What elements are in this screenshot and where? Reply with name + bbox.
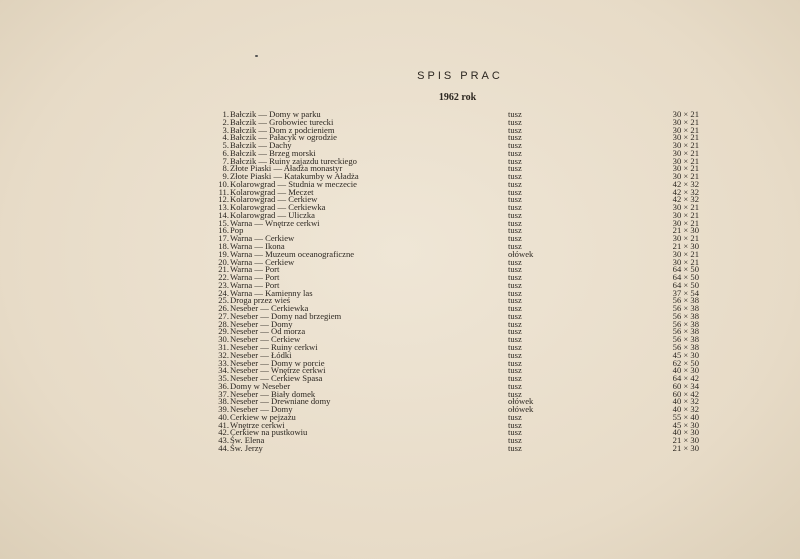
work-technique: tusz bbox=[508, 303, 522, 314]
work-title: Warna — Kamienny las bbox=[230, 287, 313, 298]
work-title: Bałczik — Dom z podcieniem bbox=[230, 124, 335, 135]
list-item bbox=[210, 413, 710, 421]
work-technique: tusz bbox=[508, 194, 522, 205]
work-number: 30. bbox=[218, 334, 229, 345]
work-size: 40 × 32 bbox=[672, 404, 699, 415]
work-number: 20. bbox=[218, 256, 229, 267]
work-number: 31. bbox=[218, 341, 229, 352]
work-title: Bałczik — Domy w parku bbox=[230, 109, 321, 119]
work-title: Neseber — Wnętrze cerkwi bbox=[230, 365, 326, 376]
work-number: 21. bbox=[218, 264, 229, 275]
work-technique: tusz bbox=[508, 241, 522, 252]
work-size: 30 × 21 bbox=[672, 256, 699, 267]
work-title: Warna — Ikona bbox=[230, 241, 285, 252]
work-size: 56 × 38 bbox=[672, 334, 699, 345]
work-size: 30 × 21 bbox=[672, 171, 699, 182]
work-title: Św. Jerzy bbox=[230, 442, 263, 453]
work-technique: tusz bbox=[508, 435, 522, 446]
work-number: 18. bbox=[218, 241, 229, 252]
work-number: 41. bbox=[218, 419, 229, 430]
work-size: 64 × 50 bbox=[672, 279, 699, 290]
work-size: 42 × 32 bbox=[672, 178, 699, 189]
work-size: 56 × 38 bbox=[672, 318, 699, 329]
work-title: Bałczik — Dachy bbox=[230, 140, 292, 151]
work-title: Neseber — Od morza bbox=[230, 326, 306, 337]
work-title: Warna — Port bbox=[230, 279, 280, 290]
work-technique: tusz bbox=[508, 109, 522, 119]
work-technique: tusz bbox=[508, 116, 522, 127]
work-number: 29. bbox=[218, 326, 229, 337]
work-title: Kolarowgrad — Studnia w meczecie bbox=[230, 178, 357, 189]
work-number: 43. bbox=[218, 435, 229, 446]
work-number: 35. bbox=[218, 373, 229, 384]
work-technique: tusz bbox=[508, 178, 522, 189]
list-item bbox=[210, 258, 710, 266]
work-size: 30 × 21 bbox=[672, 140, 699, 151]
work-title: Neseber — Biały domek bbox=[230, 388, 316, 399]
work-title: Bałczik — Ruiny zajazdu tureckiego bbox=[230, 155, 357, 166]
work-size: 55 × 40 bbox=[672, 411, 699, 422]
work-title: Neseber — Łódki bbox=[230, 349, 292, 360]
work-technique: ołówek bbox=[508, 404, 534, 415]
list-item bbox=[210, 265, 710, 273]
work-size: 60 × 42 bbox=[672, 388, 699, 399]
work-number: 27. bbox=[218, 310, 229, 321]
work-size: 45 × 30 bbox=[672, 349, 699, 360]
work-number: 17. bbox=[218, 233, 229, 244]
work-title: Cerkiew na pustkowiu bbox=[230, 427, 308, 438]
work-number: 36. bbox=[218, 380, 229, 391]
work-title: Warna — Muzeum oceanograficzne bbox=[230, 248, 355, 259]
work-number: 44. bbox=[218, 442, 229, 453]
work-technique: tusz bbox=[508, 373, 522, 384]
work-size: 40 × 30 bbox=[672, 365, 699, 376]
work-technique: tusz bbox=[508, 256, 522, 267]
list-item bbox=[210, 428, 710, 436]
work-title: Neseber — Domy bbox=[230, 318, 293, 329]
work-title: Warna — Cerkiew bbox=[230, 256, 295, 267]
work-number: 13. bbox=[218, 202, 229, 213]
work-size: 62 × 50 bbox=[672, 357, 699, 368]
list-item bbox=[210, 273, 710, 281]
work-title: Domy w Neseber bbox=[230, 380, 291, 391]
work-number: 14. bbox=[218, 209, 229, 220]
work-technique: tusz bbox=[508, 318, 522, 329]
work-number: 8. bbox=[222, 163, 229, 174]
work-size: 42 × 32 bbox=[672, 186, 699, 197]
work-size: 30 × 21 bbox=[672, 155, 699, 166]
work-number: 3. bbox=[222, 124, 229, 135]
work-size: 56 × 38 bbox=[672, 326, 699, 337]
work-number: 38. bbox=[218, 396, 229, 407]
work-number: 39. bbox=[218, 404, 229, 415]
work-technique: tusz bbox=[508, 186, 522, 197]
work-technique: ołówek bbox=[508, 396, 534, 407]
work-title: Warna — Port bbox=[230, 272, 280, 283]
work-size: 64 × 50 bbox=[672, 264, 699, 275]
work-technique: tusz bbox=[508, 287, 522, 298]
work-title: Bałczik — Brzeg morski bbox=[230, 147, 316, 158]
work-size: 45 × 30 bbox=[672, 419, 699, 430]
work-technique: tusz bbox=[508, 163, 522, 174]
work-technique: tusz bbox=[508, 427, 522, 438]
work-technique: tusz bbox=[508, 147, 522, 158]
work-title: Warna — Wnętrze cerkwi bbox=[230, 217, 320, 228]
work-technique: tusz bbox=[508, 326, 522, 337]
work-technique: tusz bbox=[508, 132, 522, 143]
ink-speck bbox=[255, 55, 258, 57]
work-size: 40 × 30 bbox=[672, 427, 699, 438]
work-number: 2. bbox=[222, 116, 229, 127]
work-technique: tusz bbox=[508, 334, 522, 345]
work-technique: tusz bbox=[508, 155, 522, 166]
work-number: 7. bbox=[222, 155, 229, 166]
work-number: 4. bbox=[222, 132, 229, 143]
work-technique: tusz bbox=[508, 171, 522, 182]
work-number: 28. bbox=[218, 318, 229, 329]
work-number: 15. bbox=[218, 217, 229, 228]
work-technique: tusz bbox=[508, 310, 522, 321]
work-size: 64 × 42 bbox=[672, 373, 699, 384]
work-technique: tusz bbox=[508, 217, 522, 228]
work-title: Neseber — Ruiny cerkwi bbox=[230, 341, 318, 352]
work-number: 37. bbox=[218, 388, 229, 399]
work-size: 56 × 38 bbox=[672, 303, 699, 314]
work-title: Neseber — Domy nad brzegiem bbox=[230, 310, 342, 321]
work-size: 30 × 21 bbox=[672, 109, 699, 119]
work-title: Wnętrze cerkwi bbox=[230, 419, 285, 430]
work-technique: tusz bbox=[508, 279, 522, 290]
work-title: Kolarowgrad — Cerkiew bbox=[230, 194, 318, 205]
work-number: 22. bbox=[218, 272, 229, 283]
work-number: 11. bbox=[218, 186, 229, 197]
work-technique: tusz bbox=[508, 388, 522, 399]
work-technique: tusz bbox=[508, 341, 522, 352]
list-item bbox=[210, 436, 710, 444]
work-technique: tusz bbox=[508, 264, 522, 275]
work-size: 56 × 38 bbox=[672, 310, 699, 321]
work-number: 40. bbox=[218, 411, 229, 422]
work-technique: ołówek bbox=[508, 248, 534, 259]
page-title: SPIS PRAC bbox=[417, 70, 503, 82]
work-number: 5. bbox=[222, 140, 229, 151]
page-subtitle: 1962 rok bbox=[438, 92, 477, 103]
work-technique: tusz bbox=[508, 380, 522, 391]
work-size: 21 × 30 bbox=[672, 442, 699, 453]
list-item bbox=[210, 444, 710, 452]
work-size: 30 × 21 bbox=[672, 124, 699, 135]
work-technique: tusz bbox=[508, 225, 522, 236]
work-number: 32. bbox=[218, 349, 229, 360]
work-title: Neseber — Domy bbox=[230, 404, 293, 415]
work-technique: tusz bbox=[508, 209, 522, 220]
work-number: 10. bbox=[218, 178, 229, 189]
work-title: Złote Piaski — Aładża monastyr bbox=[230, 163, 343, 174]
work-size: 30 × 21 bbox=[672, 147, 699, 158]
work-size: 30 × 21 bbox=[672, 132, 699, 143]
work-technique: tusz bbox=[508, 411, 522, 422]
work-technique: tusz bbox=[508, 365, 522, 376]
work-title: Kolarowgrad — Cerkiewka bbox=[230, 202, 326, 213]
work-size: 30 × 21 bbox=[672, 202, 699, 213]
work-number: 12. bbox=[218, 194, 229, 205]
work-technique: tusz bbox=[508, 442, 522, 453]
work-number: 23. bbox=[218, 279, 229, 290]
work-title: Warna — Cerkiew bbox=[230, 233, 295, 244]
work-size: 30 × 21 bbox=[672, 209, 699, 220]
work-technique: tusz bbox=[508, 349, 522, 360]
work-technique: tusz bbox=[508, 124, 522, 135]
work-size: 30 × 21 bbox=[672, 217, 699, 228]
work-title: Bałczik — Grobowiec turecki bbox=[230, 116, 334, 127]
work-title: Złote Piaski — Katakumby w Aładża bbox=[230, 171, 359, 182]
work-size: 37 × 54 bbox=[672, 287, 699, 298]
work-number: 1. bbox=[222, 109, 229, 119]
work-number: 24. bbox=[218, 287, 229, 298]
list-item bbox=[210, 234, 710, 242]
work-title: Kolarowgrad — Meczet bbox=[230, 186, 314, 197]
list-item bbox=[210, 219, 710, 227]
work-technique: tusz bbox=[508, 357, 522, 368]
work-number: 16. bbox=[218, 225, 229, 236]
work-number: 34. bbox=[218, 365, 229, 376]
work-title: Neseber — Drewniane domy bbox=[230, 396, 331, 407]
work-size: 21 × 30 bbox=[672, 241, 699, 252]
work-title: Neseber — Cerkiew bbox=[230, 334, 301, 345]
work-number: 25. bbox=[218, 295, 229, 306]
work-technique: tusz bbox=[508, 419, 522, 430]
work-size: 30 × 21 bbox=[672, 163, 699, 174]
work-technique: tusz bbox=[508, 272, 522, 283]
work-size: 21 × 30 bbox=[672, 435, 699, 446]
work-title: Droga przez wieś bbox=[230, 295, 291, 306]
work-title: Bałczik — Pałacyk w ogrodzie bbox=[230, 132, 337, 143]
work-size: 42 × 32 bbox=[672, 194, 699, 205]
work-title: Neseber — Cerkiew Spasa bbox=[230, 373, 323, 384]
work-size: 30 × 21 bbox=[672, 248, 699, 259]
work-size: 30 × 21 bbox=[672, 233, 699, 244]
work-title: Warna — Port bbox=[230, 264, 280, 275]
work-technique: tusz bbox=[508, 295, 522, 306]
work-technique: tusz bbox=[508, 233, 522, 244]
work-title: Św. Elena bbox=[230, 435, 265, 446]
work-size: 64 × 50 bbox=[672, 272, 699, 283]
work-technique: tusz bbox=[508, 140, 522, 151]
work-size: 60 × 34 bbox=[672, 380, 699, 391]
works-list bbox=[210, 110, 710, 452]
work-title: Kolarowgrad — Uliczka bbox=[230, 209, 315, 220]
work-title: Neseber — Cerkiewka bbox=[230, 303, 309, 314]
work-number: 6. bbox=[222, 147, 229, 158]
work-title: Pop bbox=[230, 225, 244, 236]
work-size: 56 × 38 bbox=[672, 295, 699, 306]
work-title: Neseber — Domy w porcie bbox=[230, 357, 325, 368]
work-size: 21 × 30 bbox=[672, 225, 699, 236]
work-number: 19. bbox=[218, 248, 229, 259]
work-size: 56 × 38 bbox=[672, 341, 699, 352]
work-size: 40 × 32 bbox=[672, 396, 699, 407]
work-technique: tusz bbox=[508, 202, 522, 213]
work-number: 9. bbox=[222, 171, 229, 182]
work-number: 26. bbox=[218, 303, 229, 314]
work-number: 33. bbox=[218, 357, 229, 368]
work-number: 42. bbox=[218, 427, 229, 438]
work-size: 30 × 21 bbox=[672, 116, 699, 127]
work-title: Cerkiew w pejzażu bbox=[230, 411, 296, 422]
